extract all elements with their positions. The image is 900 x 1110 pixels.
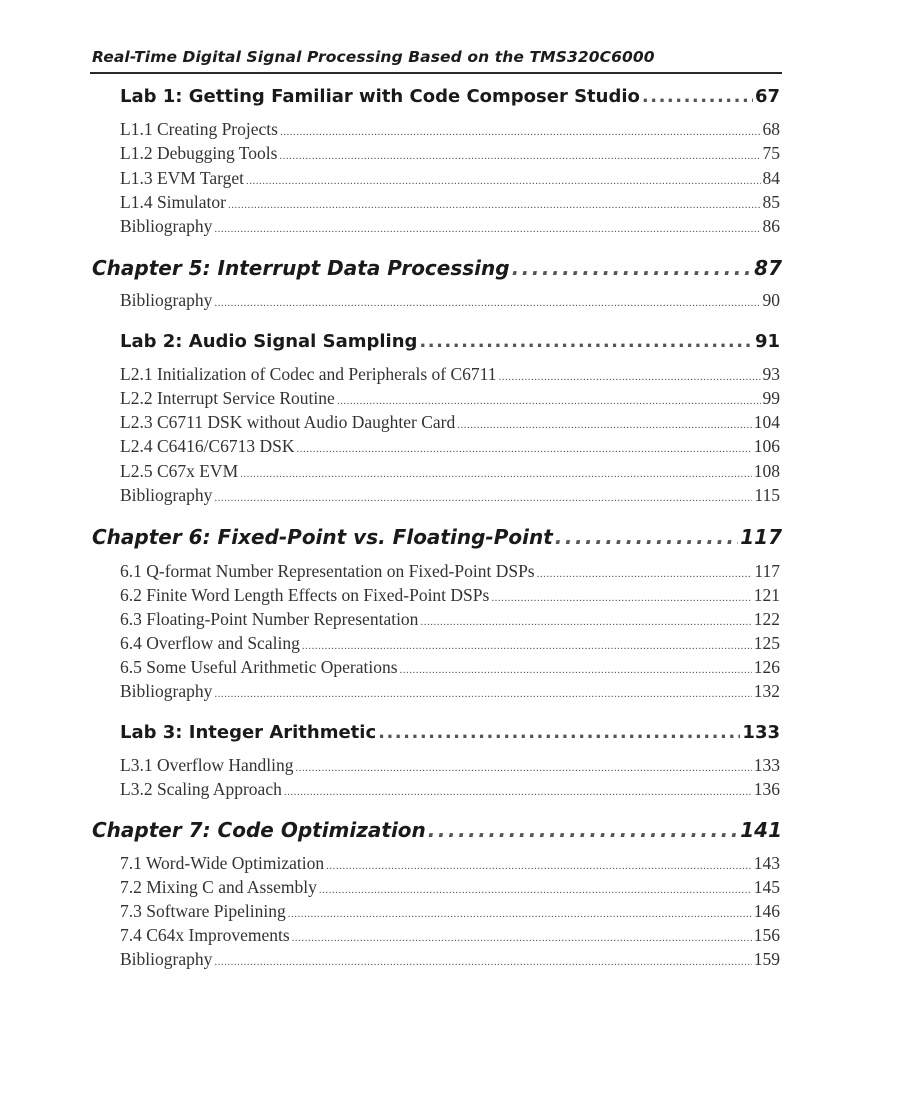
toc-page: 125 xyxy=(753,633,780,653)
toc-page: 85 xyxy=(762,192,780,212)
toc-leader xyxy=(337,388,761,409)
toc-entry-lab[interactable] xyxy=(120,722,780,743)
toc-entry[interactable] xyxy=(120,609,780,630)
toc-leader xyxy=(288,901,752,922)
toc-title: L1.2 Debugging Tools xyxy=(120,143,278,163)
toc-page: 90 xyxy=(762,290,780,310)
toc-title: 6.2 Finite Word Length Effects on Fixed-Point DSPs xyxy=(120,585,490,605)
toc-title: L2.5 C67x EVM xyxy=(120,461,239,481)
toc-page: 106 xyxy=(753,436,780,456)
toc-title: 7.4 C64x Improvements xyxy=(120,925,290,945)
toc-page: 108 xyxy=(753,461,780,481)
toc-page: 145 xyxy=(753,877,780,897)
toc-title: L3.2 Scaling Approach xyxy=(120,779,282,799)
toc-entry[interactable] xyxy=(120,633,780,654)
toc-title: 7.3 Software Pipelining xyxy=(120,901,286,921)
toc-leader xyxy=(280,119,761,140)
toc-page: 159 xyxy=(753,949,780,969)
toc-leader xyxy=(498,364,760,385)
toc-title: Lab 1: Getting Familiar with Code Composer Studio xyxy=(120,86,640,107)
toc-page: 117 xyxy=(754,561,780,581)
toc-leader xyxy=(378,722,740,743)
toc-entry[interactable] xyxy=(120,657,780,678)
toc-page: 146 xyxy=(753,901,780,921)
toc-title: L1.4 Simulator xyxy=(120,192,226,212)
toc-title: Bibliography xyxy=(120,949,213,969)
toc-page: 156 xyxy=(753,925,780,945)
toc-entry[interactable] xyxy=(120,364,780,385)
toc-title: L2.2 Interrupt Service Routine xyxy=(120,388,335,408)
toc-leader xyxy=(457,412,752,433)
toc-title: 6.3 Floating-Point Number Representation xyxy=(120,609,419,629)
toc-entry[interactable] xyxy=(120,412,780,433)
toc-leader xyxy=(491,585,751,606)
toc-entry[interactable] xyxy=(120,901,780,922)
toc-title: L2.1 Initialization of Codec and Peripherals of C6711 xyxy=(120,364,497,384)
toc-title: 7.2 Mixing C and Assembly xyxy=(120,877,317,897)
toc-entry[interactable] xyxy=(120,877,780,898)
toc-title: L3.1 Overflow Handling xyxy=(120,755,294,775)
toc-title: 7.1 Word-Wide Optimization xyxy=(120,853,325,873)
toc-entry-lab[interactable] xyxy=(120,331,780,352)
toc-leader xyxy=(292,925,752,946)
toc-entry[interactable] xyxy=(120,485,780,506)
toc-title: Chapter 5: Interrupt Data Processing xyxy=(92,256,510,280)
toc-page: 75 xyxy=(762,143,780,163)
toc-entry-chapter[interactable] xyxy=(92,256,782,280)
toc-entry[interactable] xyxy=(120,853,780,874)
toc-page: 84 xyxy=(762,168,780,188)
toc-title: L1.1 Creating Projects xyxy=(120,119,278,139)
toc-title: Lab 2: Audio Signal Sampling xyxy=(120,331,418,352)
toc-page: 143 xyxy=(753,853,780,873)
toc-page: 121 xyxy=(753,585,780,605)
toc-leader xyxy=(228,192,761,213)
toc-page: 68 xyxy=(762,119,780,139)
toc-title: Bibliography xyxy=(120,485,213,505)
toc-leader xyxy=(279,143,760,164)
toc-leader xyxy=(400,657,752,678)
toc-title: Lab 3: Integer Arithmetic xyxy=(120,722,377,743)
toc-entry-chapter[interactable] xyxy=(92,525,782,549)
toc-entry[interactable] xyxy=(120,755,780,776)
toc-title: L2.3 C6711 DSK without Audio Daughter Card xyxy=(120,412,456,432)
toc-leader xyxy=(214,216,760,237)
toc-title: Chapter 7: Code Optimization xyxy=(92,818,426,842)
toc-page: 132 xyxy=(753,681,780,701)
toc-leader xyxy=(240,461,752,482)
toc-leader xyxy=(246,168,760,189)
toc-entry-lab[interactable] xyxy=(120,86,780,107)
toc-leader xyxy=(302,633,752,654)
toc-entry[interactable] xyxy=(120,436,780,457)
toc-leader xyxy=(214,290,760,311)
toc-title: 6.5 Some Useful Arithmetic Operations xyxy=(120,657,398,677)
toc-page: 133 xyxy=(742,722,780,743)
toc-leader xyxy=(428,818,738,842)
toc-entry[interactable] xyxy=(120,461,780,482)
toc-page: 99 xyxy=(762,388,780,408)
toc-page: 117 xyxy=(740,525,782,549)
toc-title: L1.3 EVM Target xyxy=(120,168,245,188)
toc-page: 136 xyxy=(753,779,780,799)
toc-entry[interactable] xyxy=(120,168,780,189)
toc-leader xyxy=(419,331,753,352)
toc-page: 115 xyxy=(754,485,780,505)
toc-entry[interactable] xyxy=(120,925,780,946)
toc-leader xyxy=(537,561,753,582)
toc-entry[interactable] xyxy=(120,143,780,164)
toc-entry[interactable] xyxy=(120,949,780,970)
toc-page: 67 xyxy=(754,86,780,107)
toc-leader xyxy=(326,853,752,874)
toc-leader xyxy=(214,681,751,702)
toc-leader xyxy=(297,436,752,457)
toc-page: 91 xyxy=(754,331,780,352)
toc-page: 141 xyxy=(740,818,782,842)
toc-page: 104 xyxy=(753,412,780,432)
toc-entry[interactable] xyxy=(120,388,780,409)
toc-page: 87 xyxy=(754,256,782,280)
toc-entry[interactable] xyxy=(120,119,780,140)
toc-page: 86 xyxy=(762,216,780,236)
toc-entry[interactable] xyxy=(120,216,780,237)
toc-page: 93 xyxy=(762,364,780,384)
toc-page: 126 xyxy=(753,657,780,677)
toc-entry[interactable] xyxy=(120,561,780,582)
toc-leader xyxy=(319,877,752,898)
toc-title: Bibliography xyxy=(120,216,213,236)
toc-title: 6.1 Q-format Number Representation on Fixed-Point DSPs xyxy=(120,561,535,581)
toc-title: Bibliography xyxy=(120,681,213,701)
toc-entry-chapter[interactable] xyxy=(92,818,782,842)
toc-entry[interactable] xyxy=(120,681,780,702)
toc-title: Chapter 6: Fixed-Point vs. Floating-Point xyxy=(92,525,553,549)
toc-entry[interactable] xyxy=(120,585,780,606)
toc-entry[interactable] xyxy=(120,192,780,213)
toc-leader xyxy=(284,779,752,800)
toc-leader xyxy=(512,256,753,280)
toc-leader xyxy=(642,86,753,107)
toc-entry[interactable] xyxy=(120,779,780,800)
toc-page: 122 xyxy=(753,609,780,629)
toc-page: 133 xyxy=(753,755,780,775)
toc-title: Bibliography xyxy=(120,290,213,310)
toc-title: L2.4 C6416/C6713 DSK xyxy=(120,436,295,456)
toc-entry[interactable] xyxy=(120,290,780,311)
toc-title: 6.4 Overflow and Scaling xyxy=(120,633,300,653)
toc-leader xyxy=(555,525,738,549)
toc-leader xyxy=(420,609,751,630)
toc-leader xyxy=(214,949,751,970)
running-head: Real-Time Digital Signal Processing Based on the TMS320C6000 xyxy=(92,48,655,66)
toc-leader xyxy=(214,485,752,506)
toc-leader xyxy=(296,755,752,776)
